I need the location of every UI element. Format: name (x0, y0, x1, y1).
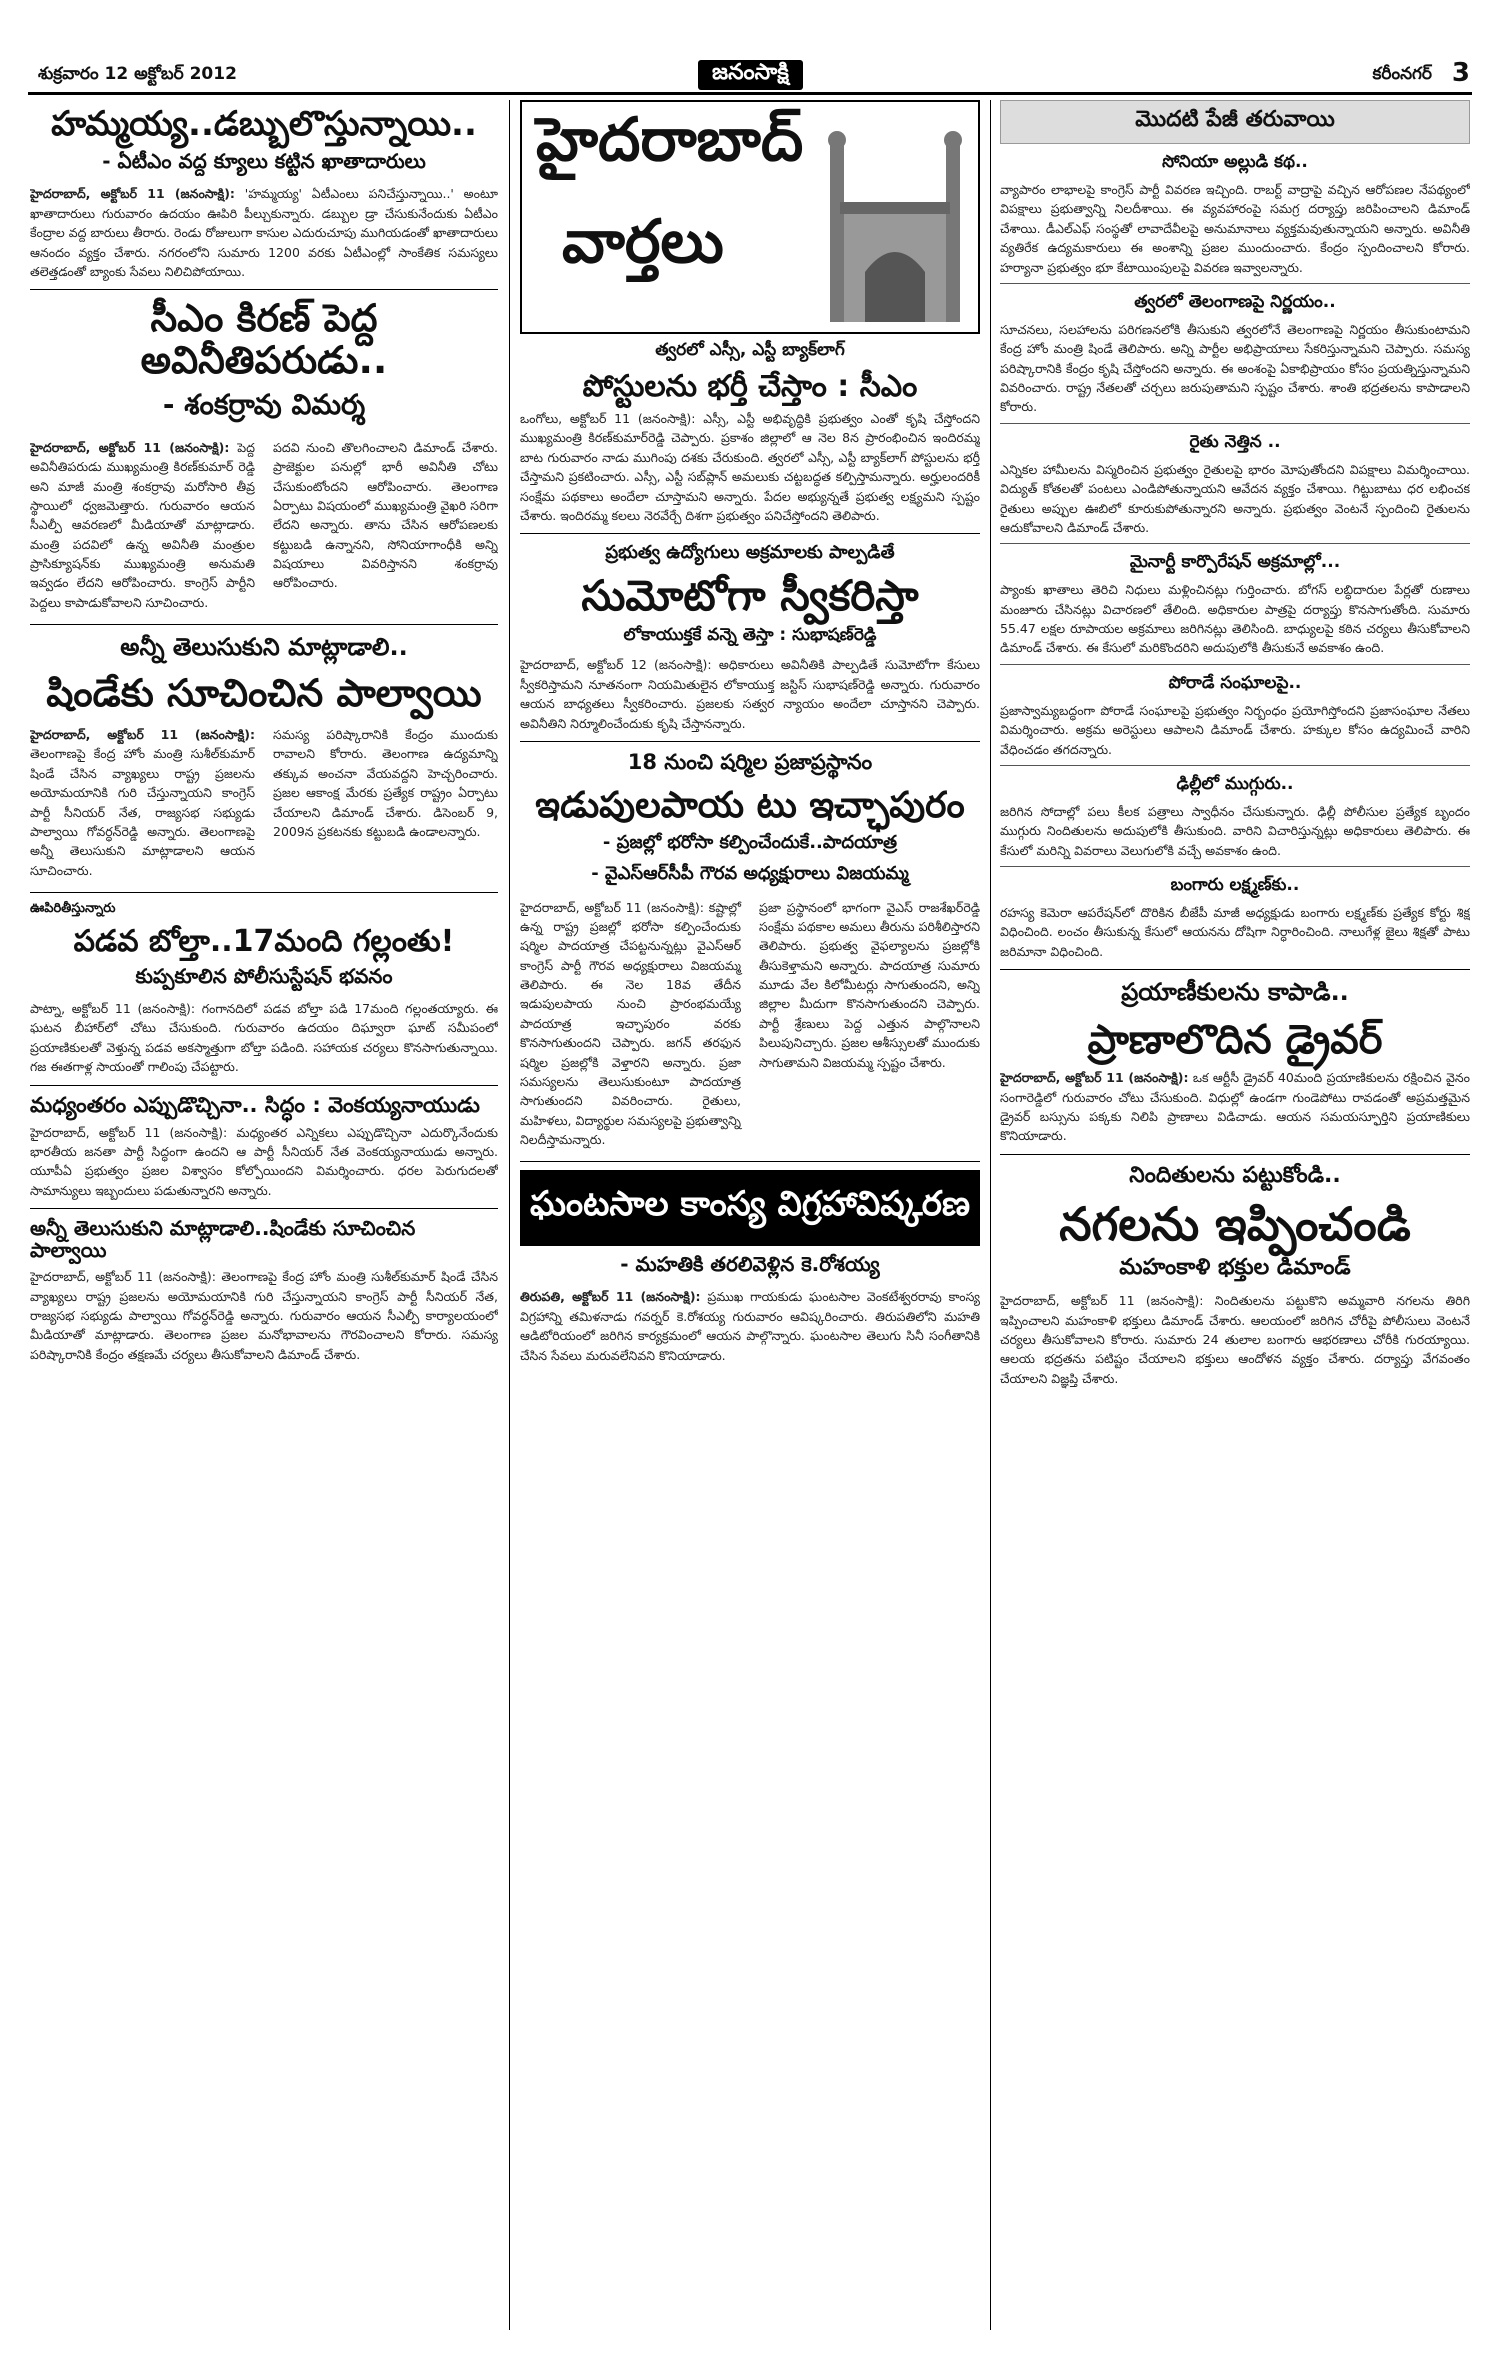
newspaper-logo: జనంసాక్షి (698, 60, 803, 90)
brief-sonia (1000, 152, 1470, 277)
article-body: రహస్య కెమెరా ఆపరేషన్‌లో దొరికిన బీజేపీ మాజీ అధ్యక్షుడు బంగారు లక్ష్మణ్‌కు ప్రత్యేక కోర్టు శిక్ష విధించింది. లంచం తీసుకున్న కేసులో ఆయనను దోషిగా నిర్ధారించింది. నాలుగేళ్ల జైలు శిక్షతో పాటు జరిమానా విధించింది. (1000, 905, 1470, 959)
headline: పోస్టులను భర్తీ చేస్తాం : సీఎం (582, 369, 918, 404)
headline: హమ్మయ్య..డబ్బులొస్తున్నాయి.. (51, 104, 477, 144)
article-body: పదవి నుంచి తొలగించాలని డిమాండ్ చేశారు. ప్రాజెక్టుల పనుల్లో భారీ అవినీతి చోటు చేసుకుంటోందని ఆరోపించారు. తెలంగాణ ఏర్పాటు విషయంలో ముఖ్యమంత్రి వైఖరి సరిగా లేదని అన్నారు. తాను చేసిన ఆరోపణలకు కట్టుబడి ఉన్నానని, సోనియాగాంధీకి అన్ని విషయాలు వివరిస్తానని శంకర్రావు ఆరోపించారు. (273, 439, 498, 591)
left-column (30, 100, 498, 2330)
brief-head: త్వరలో తెలంగాణపై నిర్ణయం.. (1134, 291, 1336, 312)
headline: ఇడుపులపాయ టు ఇచ్ఛాపురం (535, 784, 965, 826)
article-palvai-repeat (30, 1217, 498, 1364)
article-body: హైదరాబాద్, అక్టోబర్ 11 (జనంసాక్షి): తెలంగాణపై కేంద్ర హోం మంత్రి సుశీల్‌కుమార్ షిండే చేసిన వ్యాఖ్యలు రాష్ట్ర ప్రజలను అయోమయానికి గురి చేస్తున్నాయని కాంగ్రెస్ పార్టీ సీనియర్ నేత, రాజ్యసభ సభ్యుడు పాల్వాయి గోవర్ధన్‌రెడ్డి అన్నారు. గురువారం ఆయన సీఎల్పీ కార్యాలయంలో మీడియాతో మాట్లాడారు. తెలంగాణ ప్రజల మనోభావాలను గౌరవించాలని కోరారు. సమస్య పరిష్కారానికి కేంద్రం తక్షణమే చర్యలు తీసుకోవాలని డిమాండ్ చేశారు. (30, 1269, 498, 1362)
article-palvai (30, 633, 498, 884)
kicker: నిందితులను పట్టుకోండి.. (1129, 1162, 1341, 1188)
dateline: తిరుపతి, అక్టోబర్ 11 (జనంసాక్షి): (520, 1289, 701, 1305)
headline: షిండేకు సూచించిన పాల్వాయి (46, 671, 482, 716)
subhead: - ఏటీఎం వద్ద క్యూలు కట్టిన ఖాతాదారులు (102, 149, 426, 174)
masthead (28, 58, 1472, 95)
hyderabad-news-masthead (520, 100, 980, 334)
article-body: ఒంగోలు, అక్టోబర్ 11 (జనంసాక్షి): ఎస్సీ, ఎస్టీ అభివృద్ధికి ప్రభుత్వం ఎంతో కృషి చేస్తోందని ముఖ్యమంత్రి కిరణ్‌కుమార్‌రెడ్డి చెప్పారు. ప్రకాశం జిల్లాలో ఆ నెల 8న ప్రారంభించిన ఇందిరమ్మ బాట గురువారం నాడు ముగింపు దశకు చేరుకుంది. త్వరలో ఎస్సీ, ఎస్టీ బ్యాక్‌లాగ్ పోస్టులను భర్తీ చేస్తామని ప్రకటించారు. ఎస్సీ, ఎస్టీ సబ్‌ప్లాన్ అమలుకు చట్టబద్ధత కల్పిస్తామన్నారు. అర్హులందరికీ సంక్షేమ పథకాలు అందేలా చూస్తామని అన్నారు. పేదల అభ్యున్నతే ప్రభుత్వ లక్ష్యమని స్పష్టం చేశారు. ఇందిరమ్మ కలలు నెరవేర్చే దిశగా ప్రభుత్వం పనిచేస్తోందని తెలిపారు. (520, 411, 980, 523)
headline: పడవ బోల్తా..17మంది గల్లంతు! (73, 924, 455, 960)
brief-head: ఢిల్లీలో ముగ్గురు.. (1176, 773, 1294, 794)
article-body: హైదరాబాద్, అక్టోబర్ 11 (జనంసాక్షి): ఒక ఆర్టీసీ డ్రైవర్ 40మంది ప్రయాణికులను రక్షించిన వైనం సంగారెడ్డిలో గురువారం చోటు చేసుకుంది. విధుల్లో ఉండగా గుండెపోటు రావడంతో అప్రమత్తమైన డ్రైవర్ బస్సును పక్కకు నిలిపి ప్రాణాలు విడిచాడు. ఆయన సమయస్ఫూర్తిని ప్రయాణికులు కొనియాడారు. (1000, 1070, 1470, 1144)
article-body: పాట్నా, అక్టోబర్ 11 (జనంసాక్షి): గంగానదిలో పడవ బోల్తా పడి 17మంది గల్లంతయ్యారు. ఈ ఘటన బీహార్‌లో చోటు చేసుకుంది. గురువారం ఉదయం దిఘ్వారా ఘాట్ సమీపంలో ప్రయాణికులతో వెళ్తున్న పడవ అకస్మాత్తుగా బోల్తా పడింది. సహాయక చర్యలు కొనసాగుతున్నాయి. గజ ఈతగాళ్ల సాయంతో గాలింపు చేపట్టారు. (30, 1001, 498, 1075)
charminar-icon (820, 122, 970, 322)
brief-head: బంగారు లక్ష్మణ్‌కు.. (1170, 875, 1300, 895)
section-title: హైదరాబాద్ (536, 105, 804, 175)
article-body: ఎన్నికల హామీలను విస్మరించిన ప్రభుత్వం రైతులపై భారం మోపుతోందని విపక్షాలు విమర్శించాయి. విద్యుత్ కోతలతో పంటలు ఎండిపోతున్నాయని ఆవేదన వ్యక్తం చేశాయి. గిట్టుబాటు ధర లభించక రైతులు అప్పుల ఊబిలో కూరుకుపోతున్నారని అన్నారు. ప్రభుత్వం వెంటనే స్పందించి రైతులను ఆదుకోవాలని డిమాండ్ చేశారు. (1000, 461, 1470, 535)
brief-head: సోనియా అల్లుడి కథ.. (1162, 152, 1308, 172)
article-body: హైదరాబాద్, అక్టోబర్ 11 (జనంసాక్షి): పెద్ద అవినీతిపరుడు ముఖ్యమంత్రి కిరణ్‌కుమార్ రెడ్డి అని మాజీ మంత్రి శంకర్రావు మరోసారి తీవ్ర స్థాయిలో ధ్వజమెత్తారు. గురువారం ఆయన సీఎల్పీ ఆవరణలో మీడియాతో మాట్లాడారు. మంత్రి పదవిలో ఉన్న అవినీతి మంత్రుల ప్రాసిక్యూషన్‌కు ముఖ్యమంత్రి అనుమతి ఇవ్వడం లేదని ఆరోపించారు. కాంగ్రెస్ పార్టీని పెద్దలు కాపాడుకోవాలని సూచించారు. (30, 439, 255, 610)
headline: ప్రాణాలొదిన డ్రైవర్ (1087, 1017, 1383, 1064)
subhead: మహంకాళి భక్తుల డిమాండ్ (1119, 1255, 1351, 1281)
brief-head: రైతు నెత్తిన .. (1189, 431, 1281, 452)
subhead: - మహతికి తరలివెళ్లిన కె.రోశయ్య (620, 1252, 880, 1277)
dateline: హైదరాబాద్, అక్టోబర్ 11 (జనంసాక్షి): (1000, 1070, 1189, 1086)
kicker: ప్రయాణీకులను కాపాడి.. (1121, 978, 1349, 1007)
kicker: అన్నీ తెలుసుకుని మాట్లాడాలి.. (120, 633, 408, 662)
headline: సీఎం కిరణ్ పెద్ద అవినీతిపరుడు.. (140, 296, 388, 383)
subhead: కుప్పకూలిన పోలీసుస్టేషన్ భవనం (135, 964, 393, 989)
brief-delhi (1000, 774, 1470, 860)
article-shankar-rao (30, 298, 498, 616)
subhead: లోకాయుక్తకే వన్నె తెస్తా : సుభాషణ్‌రెడ్డి (623, 625, 877, 646)
brief-bangaru (1000, 875, 1470, 961)
article-body: హైదరాబాద్, అక్టోబర్ 11 (జనంసాక్షి): మధ్యంతర ఎన్నికలు ఎప్పుడొచ్చినా ఎదుర్కొనేందుకు భారతీయ జనతా పార్టీ సిద్ధంగా ఉందని ఆ పార్టీ సీనియర్ నేత వెంకయ్యనాయుడు అన్నారు. యూపీఏ ప్రభుత్వం ప్రజల విశ్వాసం కోల్పోయిందని విమర్శించారు. ధరల పెరుగుదలతో సామాన్యులు ఇబ్బందులు పడుతున్నారని అన్నారు. (30, 1124, 498, 1198)
article-body: హైదరాబాద్, అక్టోబర్ 12 (జనంసాక్షి): అధికారులు అవినీతికి పాల్పడితే సుమోటోగా కేసులు స్వీకరిస్తామని నూతనంగా నియమితులైన లోకాయుక్త జస్టిస్ సుభాషణ్‌రెడ్డి అన్నారు. గురువారం ఆయన బాధ్యతలు స్వీకరించారు. ప్రజలకు సత్వర న్యాయం అందేలా చూస్తానని చెప్పారు. అవినీతిని నిర్మూలించేందుకు కృషి చేస్తానన్నారు. (520, 657, 980, 731)
issue-date: శుక్రవారం 12 అక్టోబర్ 2012 (38, 64, 237, 84)
headline: అన్నీ తెలుసుకుని మాట్లాడాలి..షిండేకు సూచించిన పాల్వాయి (30, 1216, 416, 1263)
kicker: ప్రభుత్వ ఉద్యోగులు అక్రమాలకు పాల్పడితే (605, 542, 895, 564)
subhead-2: - వైఎస్‌ఆర్‌సీపీ గౌరవ అధ్యక్షురాలు విజయమ్మ (591, 862, 909, 884)
article-mahankali (1000, 1163, 1470, 1388)
headline: మధ్యంతరం ఎప్పుడొచ్చినా.. సిద్ధం : వెంకయ్యనాయుడు (30, 1092, 480, 1117)
brief-unions (1000, 673, 1470, 759)
article-body: ప్యాంకు ఖాతాలు తెరిచి నిధులు మళ్లించినట్లు గుర్తించారు. బోగస్ లబ్ధిదారుల పేర్లతో రుణాలు మంజూరు చేసినట్లు విచారణలో తేలింది. అధికారుల పాత్రపై దర్యాప్తు కొనసాగుతోంది. సుమారు 55.47 లక్షల రూపాయల అక్రమాలు జరిగినట్లు తెలిసింది. బాధ్యులపై కఠిన చర్యలు తీసుకోవాలని డిమాండ్ చేశారు. ఈ కేసులో మరికొందరిని అదుపులోకి తీసుకునే అవకాశం ఉంది. (1000, 582, 1470, 656)
dateline: హైదరాబాద్, అక్టోబర్ 11 (జనంసాక్షి): (30, 727, 255, 743)
article-cm-backlog (520, 340, 980, 525)
article-body: తిరుపతి, అక్టోబర్ 11 (జనంసాక్షి): ప్రముఖ గాయకుడు ఘంటసాల వెంకటేశ్వరరావు కాంస్య విగ్రహాన్ని తమిళనాడు గవర్నర్ కె.రోశయ్య గురువారం ఆవిష్కరించారు. తిరుపతిలోని మహతి ఆడిటోరియంలో జరిగిన కార్యక్రమంలో ఆయన పాల్గొన్నారు. ఘంటసాల తెలుగు సినీ సంగీతానికి చేసిన సేవలు మరువలేనివని కొనియాడారు. (520, 1289, 980, 1363)
article-boat-capsize (30, 901, 498, 1077)
article-venkaiah (30, 1094, 498, 1201)
edition-name: కరీంనగర్ (1372, 64, 1432, 84)
dateline: హైదరాబాద్, అక్టోబర్ 11 (జనంసాక్షి): (30, 439, 230, 455)
column-divider (509, 100, 510, 2330)
section-header: మొదటి పేజీ తరువాయి (1000, 100, 1470, 144)
brief-head: మైనార్టీ కార్పొరేషన్ అక్రమాల్లో... (1129, 552, 1341, 573)
article-body: హైదరాబాద్, అక్టోబర్ 11 (జనంసాక్షి): 'హమ్మయ్య' ఏటీఎంలు పనిచేస్తున్నాయి..' అంటూ ఖాతాదారులు గురువారం ఉదయం ఊపిరి పీల్చుకున్నారు. డబ్బుల డ్రా చేసుకునేందుకు ఏటీఎం కేంద్రాల వద్ద బారులు తీరారు. రెండు రోజులుగా కాసుల ఎదురుచూపు ముగియడంతో ఖాతాదారులు ఆనందం వ్యక్తం చేశారు. నగరంలోని సుమారు 1200 వరకు ఏటీఎంల్లో సాంకేతిక సమస్యలు తలెత్తడంతో బ్యాంకు సేవలు నిలిచిపోయాయి. (30, 186, 498, 279)
kicker: 18 నుంచి షర్మిల ప్రజాప్రస్థానం (627, 749, 873, 774)
article-body: ప్రజాస్వామ్యబద్ధంగా పోరాడే సంఘాలపై ప్రభుత్వం నిర్బంధం ప్రయోగిస్తోందని ప్రజాసంఘాల నేతలు విమర్శించారు. అక్రమ అరెస్టులు ఆపాలని డిమాండ్ చేశారు. హక్కుల కోసం ఉద్యమించే వారిని వేధించడం తగదన్నారు. (1000, 702, 1470, 757)
article-body: సమస్య పరిష్కారానికి కేంద్రం ముందుకు రావాలని కోరారు. తెలంగాణ ఉద్యమాన్ని తక్కువ అంచనా వేయవద్దని హెచ్చరించారు. ప్రజల ఆకాంక్ష మేరకు ప్రత్యేక రాష్ట్రం ఏర్పాటు చేయాలని డిమాండ్ చేశారు. డిసెంబర్ 9, 2009న ప్రకటనకు కట్టుబడి ఉండాలన్నారు. (273, 727, 498, 839)
subhead: - శంకర్రావు విమర్శ (162, 387, 366, 421)
section-title-2: వార్తలు (562, 207, 724, 277)
banner-headline: ఘంటసాల కాంస్య విగ్రహావిష్కరణ (520, 1170, 980, 1246)
headline: నగలను ఇప్పించండి (1059, 1196, 1411, 1251)
subhead: - ప్రజల్లో భరోసా కల్పించేందుకే..పాదయాత్ర (602, 831, 898, 853)
article-body: ప్రజా ప్రస్థానంలో భాగంగా వైఎస్ రాజశేఖర్‌రెడ్డి సంక్షేమ పథకాల అమలు తీరును పరిశీలిస్తారని తెలిపారు. ప్రభుత్వ వైఫల్యాలను ప్రజల్లోకి తీసుకెళ్తామని అన్నారు. పాదయాత్ర సుమారు మూడు వేల కిలోమీటర్లు సాగుతుందని, అన్ని జిల్లాల మీదుగా కొనసాగుతుందని చెప్పారు. పార్టీ శ్రేణులు పెద్ద ఎత్తున పాల్గొనాలని పిలుపునిచ్చారు. ప్రజల ఆశీస్సులతో ముందుకు సాగుతామని విజయమ్మ స్పష్టం చేశారు. (759, 899, 980, 1070)
article-body: వ్యాపారం లాభాలపై కాంగ్రెస్ పార్టీ వివరణ ఇచ్చింది. రాబర్ట్ వాద్రాపై వచ్చిన ఆరోపణల నేపథ్యంలో విపక్షాలు ప్రభుత్వాన్ని నిలదీశాయి. ఈ వ్యవహారంపై సమగ్ర దర్యాప్తు జరిపించాలని డిమాండ్ చేశాయి. డీఎల్ఎఫ్ సంస్థతో లావాదేవీలపై అనుమానాలు వ్యక్తమవుతున్నాయని అన్నారు. అవినీతి వ్యతిరేక ఉద్యమకారులు ఈ అంశాన్ని ప్రజల ముందుంచారు. కేంద్రం స్పందించాలని కోరారు. హర్యానా ప్రభుత్వం భూ కేటాయింపులపై వివరణ ఇవ్వాలన్నారు. (1000, 182, 1470, 275)
brief-farmer (1000, 432, 1470, 538)
article-sharmila (520, 750, 980, 1153)
article-body: సూచనలు, సలహాలను పరిగణనలోకి తీసుకుని త్వరలోనే తెలంగాణపై నిర్ణయం తీసుకుంటామని కేంద్ర హోం మంత్రి షిండే తెలిపారు. అన్ని పార్టీల అభిప్రాయాలు సేకరిస్తున్నామని చెప్పారు. సమస్య పరిష్కారానికి కేంద్రం కృషి చేస్తోందని అన్నారు. ఈ అంశంపై ఏకాభిప్రాయం కోసం ప్రయత్నిస్తున్నామని వివరించారు. రాష్ట్ర నేతలతో చర్చలు జరుపుతామని స్పష్టం చేశారు. శాంతి భద్రతలను కాపాడాలని కోరారు. (1000, 321, 1470, 415)
brief-head: పోరాడే సంఘాలపై.. (1168, 672, 1302, 693)
article-ghantasala (520, 1170, 980, 1365)
article-body: జరిగిన సోదాల్లో పలు కీలక పత్రాలు స్వాధీనం చేసుకున్నారు. ఢిల్లీ పోలీసుల ప్రత్యేక బృందం ముగ్గురు నిందితులను అదుపులోకి తీసుకుంది. వారిని విచారిస్తున్నట్లు అధికారులు తెలిపారు. ఈ కేసులో మరిన్ని వివరాలు వెలుగులోకి వచ్చే అవకాశం ఉంది. (1000, 803, 1470, 858)
brief-telangana (1000, 292, 1470, 417)
column-divider (990, 100, 991, 2330)
page-number: 3 (1451, 58, 1470, 88)
headline: సుమోటోగా స్వీకరిస్తా (581, 571, 919, 621)
kicker: త్వరలో ఎస్సీ, ఎస్టీ బ్యాక్‌లాగ్ (655, 340, 845, 360)
article-body: హైదరాబాద్, అక్టోబర్ 11 (జనంసాక్షి): నిందితులను పట్టుకొని అమ్మవారి నగలను తిరిగి ఇప్పించాలని మహంకాళి భక్తులు డిమాండ్ చేశారు. ఆలయంలో జరిగిన చోరీపై పోలీసులు వెంటనే చర్యలు తీసుకోవాలని కోరారు. సుమారు 24 తులాల బంగారు ఆభరణాలు చోరీకి గురయ్యాయి. ఆలయ భద్రతను పటిష్టం చేయాలని భక్తులు ఆందోళన వ్యక్తం చేశారు. దర్యాప్తు వేగవంతం చేయాలని విజ్ఞప్తి చేశారు. (1000, 1293, 1470, 1386)
article-atm (30, 106, 498, 281)
article-driver (1000, 978, 1470, 1146)
dateline: హైదరాబాద్, అక్టోబర్ 11 (జనంసాక్షి): (30, 186, 235, 202)
article-body: హైదరాబాద్, అక్టోబర్ 11 (జనంసాక్షి): తెలంగాణపై కేంద్ర హోం మంత్రి సుశీల్‌కుమార్ షిండే చేసిన వ్యాఖ్యలు రాష్ట్ర ప్రజలను అయోమయానికి గురి చేస్తున్నాయని కాంగ్రెస్ పార్టీ సీనియర్ నేత, రాజ్యసభ సభ్యుడు పాల్వాయి గోవర్ధన్‌రెడ్డి అన్నారు. తెలంగాణపై అన్నీ తెలుసుకుని మాట్లాడాలని ఆయన సూచించారు. (30, 727, 255, 878)
location-tag: ఊపిరితీస్తున్నారు (30, 901, 116, 917)
brief-minority (1000, 552, 1470, 658)
article-body: హైదరాబాద్, అక్టోబర్ 11 (జనంసాక్షి): కష్టాల్లో ఉన్న రాష్ట్ర ప్రజల్లో భరోసా కల్పించేందుకు షర్మిల పాదయాత్ర చేపట్టనున్నట్లు వైఎస్‌ఆర్ కాంగ్రెస్ పార్టీ గౌరవ అధ్యక్షురాలు విజయమ్మ తెలిపారు. ఈ నెల 18వ తేదీన ఇడుపులపాయ నుంచి ప్రారంభమయ్యే పాదయాత్ర ఇచ్ఛాపురం వరకు కొనసాగుతుందని చెప్పారు. జగన్ తరఫున షర్మిల ప్రజల్లోకి వెళ్తారని అన్నారు. ప్రజా సమస్యలను తెలుసుకుంటూ పాదయాత్ర సాగుతుందని వివరించారు. రైతులు, మహిళలు, విద్యార్థుల సమస్యలపై ప్రభుత్వాన్ని నిలదీస్తామన్నారు. (520, 899, 741, 1148)
middle-column (520, 100, 980, 2330)
article-lokayukta (520, 542, 980, 733)
right-column (1000, 100, 1470, 2330)
